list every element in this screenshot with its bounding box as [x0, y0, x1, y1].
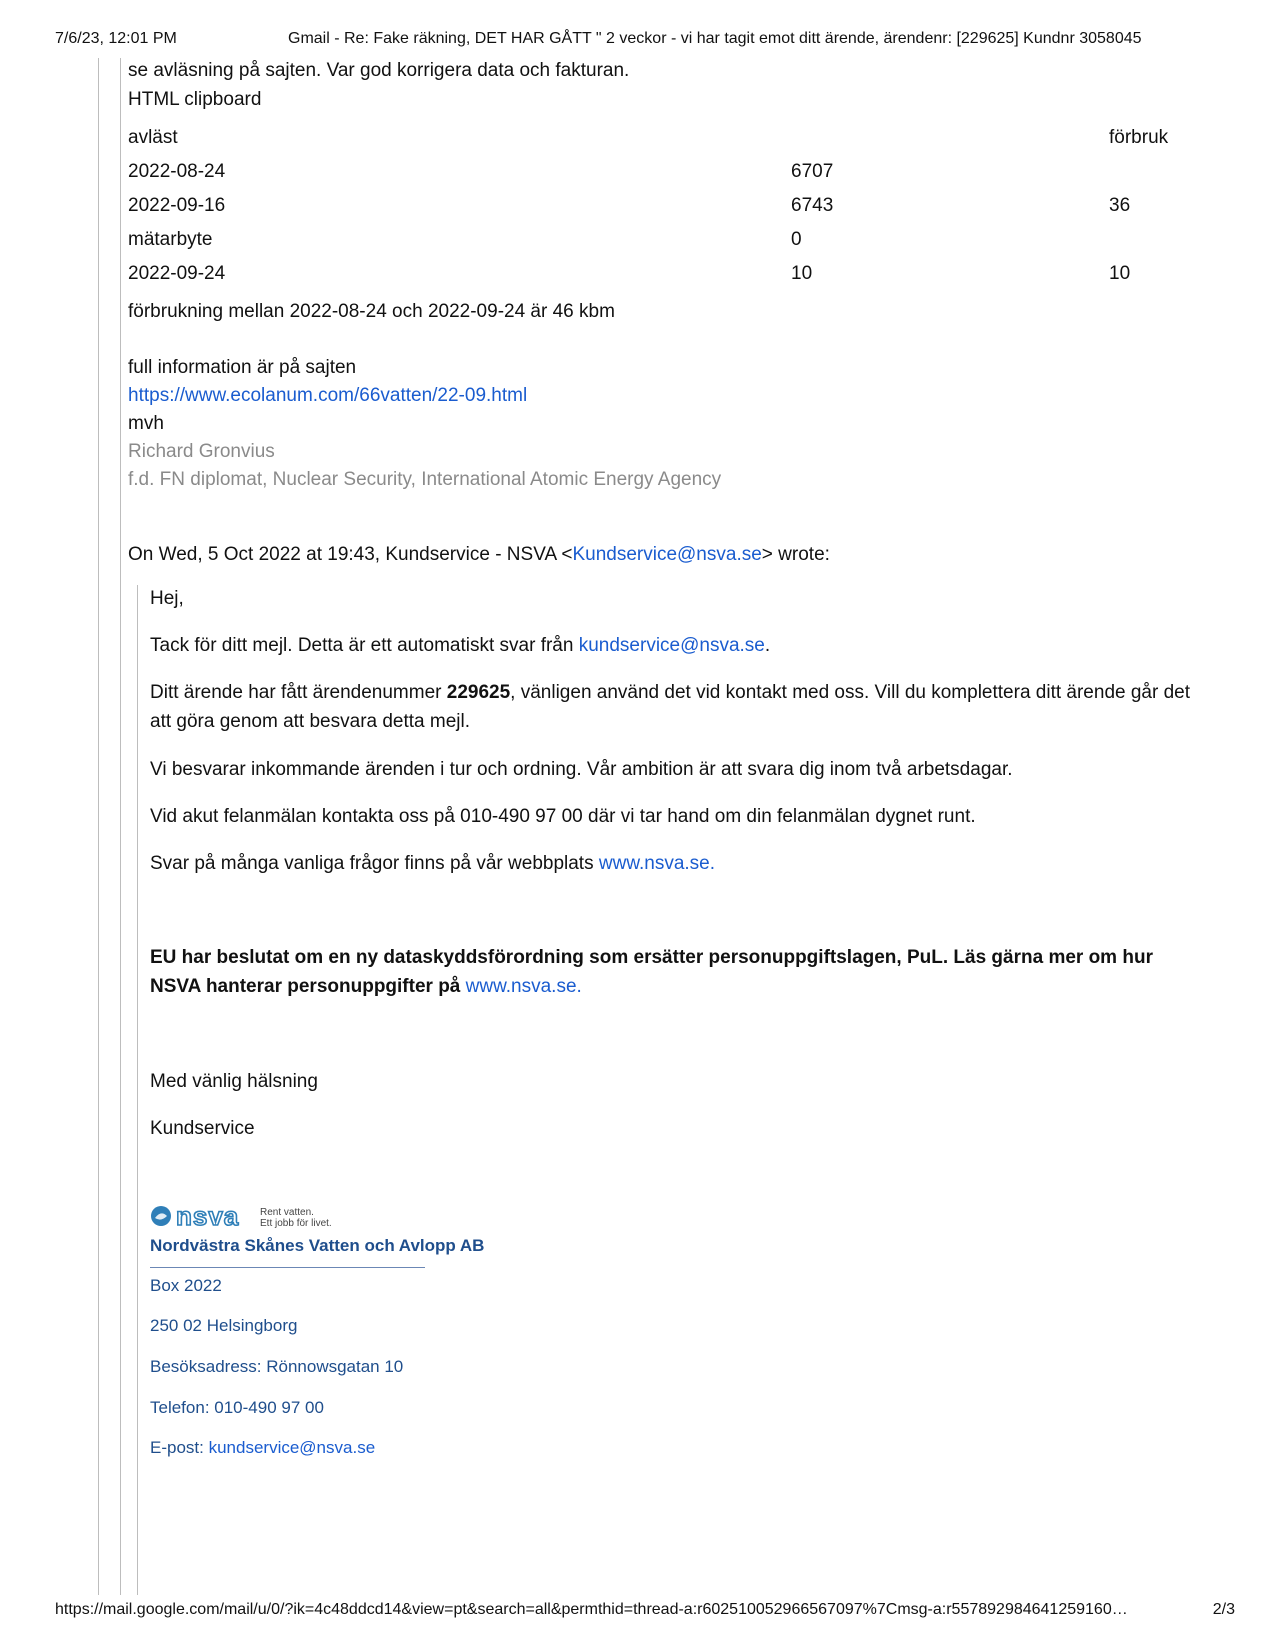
table-cell: 10 — [791, 263, 813, 284]
print-footer — [55, 1601, 1235, 1623]
p2-before: Ditt ärende har fått ärendenummer — [150, 682, 447, 703]
quoted-paragraph-3: Vi besvarar inkommande ärenden i tur och ordning. Vår ambition är att svara dig inom två arbetsdagar. — [150, 759, 1013, 780]
table-row — [128, 189, 1189, 223]
meter-readings-table — [128, 121, 1189, 291]
table-cell: 36 — [1109, 195, 1131, 216]
attribution-email-link[interactable]: Kundservice@nsva.se — [572, 544, 762, 565]
p1-text: Tack för ditt mejl. Detta är ett automatiskt svar från — [150, 635, 579, 656]
table-cell: 2022-09-16 — [128, 195, 226, 216]
company-phone: Telefon: 010-490 97 00 — [150, 1398, 324, 1417]
print-title: Gmail - Re: Fake räkning, DET HAR GÅTT " 2 veckor - vi har tagit emot ditt ärende, ärendenr: [229625] Kundnr 3058045 — [288, 30, 1142, 47]
quoted-paragraph-1 — [150, 631, 1190, 660]
table-row — [128, 257, 1189, 291]
table-cell: mätarbyte — [128, 229, 213, 250]
table-row — [128, 155, 1189, 189]
clipboard-label: HTML clipboard — [128, 89, 262, 110]
attribution-suffix: > wrote: — [761, 544, 830, 565]
page-number: 2/3 — [1212, 1601, 1235, 1618]
company-name: Nordvästra Skånes Vatten och Avlopp AB — [150, 1236, 485, 1255]
quote-attribution — [128, 541, 830, 569]
gdpr-website-link[interactable]: www.nsva.se. — [465, 976, 582, 997]
attribution-prefix: On Wed, 5 Oct 2022 at 19:43, Kundservice - NSVA < — [128, 544, 573, 565]
quoted-greeting: Hej, — [150, 588, 184, 609]
table-cell — [1109, 223, 1189, 257]
company-visit-address: Besöksadress: Rönnowsgatan 10 — [150, 1357, 404, 1376]
case-number: 229625 — [446, 682, 511, 703]
company-box: Box 2022 — [150, 1276, 222, 1295]
quoted-team: Kundservice — [150, 1118, 255, 1139]
gdpr-notice — [150, 943, 1190, 1001]
company-postal: 250 02 Helsingborg — [150, 1316, 298, 1335]
table-cell: 6743 — [791, 195, 834, 216]
print-url: https://mail.google.com/mail/u/0/?ik=4c48ddcd14&view=pt&search=all&permthid=thread-a:r6025100529665670​97%7Cmsg-a:r557892984641259160… — [55, 1601, 1128, 1618]
closing-text: mvh — [128, 413, 164, 434]
table-cell — [1109, 155, 1189, 189]
signature-title: f.d. FN diplomat, Nuclear Security, International Atomic Energy Agency — [128, 469, 722, 490]
signature-name: Richard Gronvius — [128, 441, 275, 462]
quote-bar-outer — [98, 58, 99, 1595]
consumption-summary: förbrukning mellan 2022-08-24 och 2022-09-24 är 46 kbm — [128, 301, 615, 322]
table-header-cell: förbruk — [1109, 127, 1169, 148]
gdpr-text: EU har beslutat om en ny dataskyddsförordning som ersätter personuppgiftslagen, PuL. Läs gärna mer om hur NSVA hanterar personuppgifter på — [150, 947, 1153, 997]
table-cell: 10 — [1109, 263, 1131, 284]
table-cell: 2022-08-24 — [128, 161, 226, 182]
p1-end: . — [764, 635, 771, 656]
signature-divider — [150, 1267, 425, 1268]
quoted-paragraph-2 — [150, 678, 1190, 736]
print-date: 7/6/23, 12:01 PM — [55, 30, 177, 47]
reply-intro-line: se avläsning på sajten. Var god korrigera data och fakturan. — [128, 60, 630, 81]
p5-website-link[interactable]: www.nsva.se. — [598, 853, 716, 874]
company-email-line — [150, 1438, 375, 1458]
p2-after: , vänligen använd det vid kontakt med oss. Vill du komplettera ditt ärende går det att göra genom att besvara detta mejl. — [150, 682, 1191, 732]
quoted-regards: Med vänlig hälsning — [150, 1071, 318, 1092]
nsva-logo — [150, 1202, 380, 1230]
table-row — [128, 223, 1189, 257]
quoted-paragraph-5 — [150, 849, 1190, 878]
table-cell: 6707 — [791, 161, 834, 182]
logo-tagline-2: Ett jobb för livet. — [260, 1218, 332, 1229]
table-header-row — [128, 121, 1189, 155]
p1-email-link[interactable]: kundservice@nsva.se — [578, 635, 765, 656]
email-label: E-post: — [150, 1438, 209, 1457]
p5-text: Svar på många vanliga frågor finns på vår webbplats — [150, 853, 599, 874]
quote-bar-middle — [120, 58, 121, 1595]
site-link[interactable]: https://www.ecolanum.com/66vatten/22-09.html — [128, 385, 528, 406]
print-header — [55, 30, 1235, 52]
company-email-link[interactable]: kundservice@nsva.se — [208, 1438, 376, 1457]
table-cell: 2022-09-24 — [128, 263, 226, 284]
quoted-paragraph-4: Vid akut felanmälan kontakta oss på 010-490 97 00 där vi tar hand om din felanmälan dygnet runt. — [150, 806, 976, 827]
table-header-cell: avläst — [128, 127, 178, 148]
logo-tagline-1: Rent vatten. — [260, 1207, 314, 1218]
table-header-cell — [791, 121, 1109, 155]
full-info-text: full information är på sajten — [128, 357, 357, 378]
quote-bar-inner — [137, 585, 138, 1595]
nsva-wordmark: nsva — [176, 1202, 240, 1230]
table-cell: 0 — [791, 229, 802, 250]
